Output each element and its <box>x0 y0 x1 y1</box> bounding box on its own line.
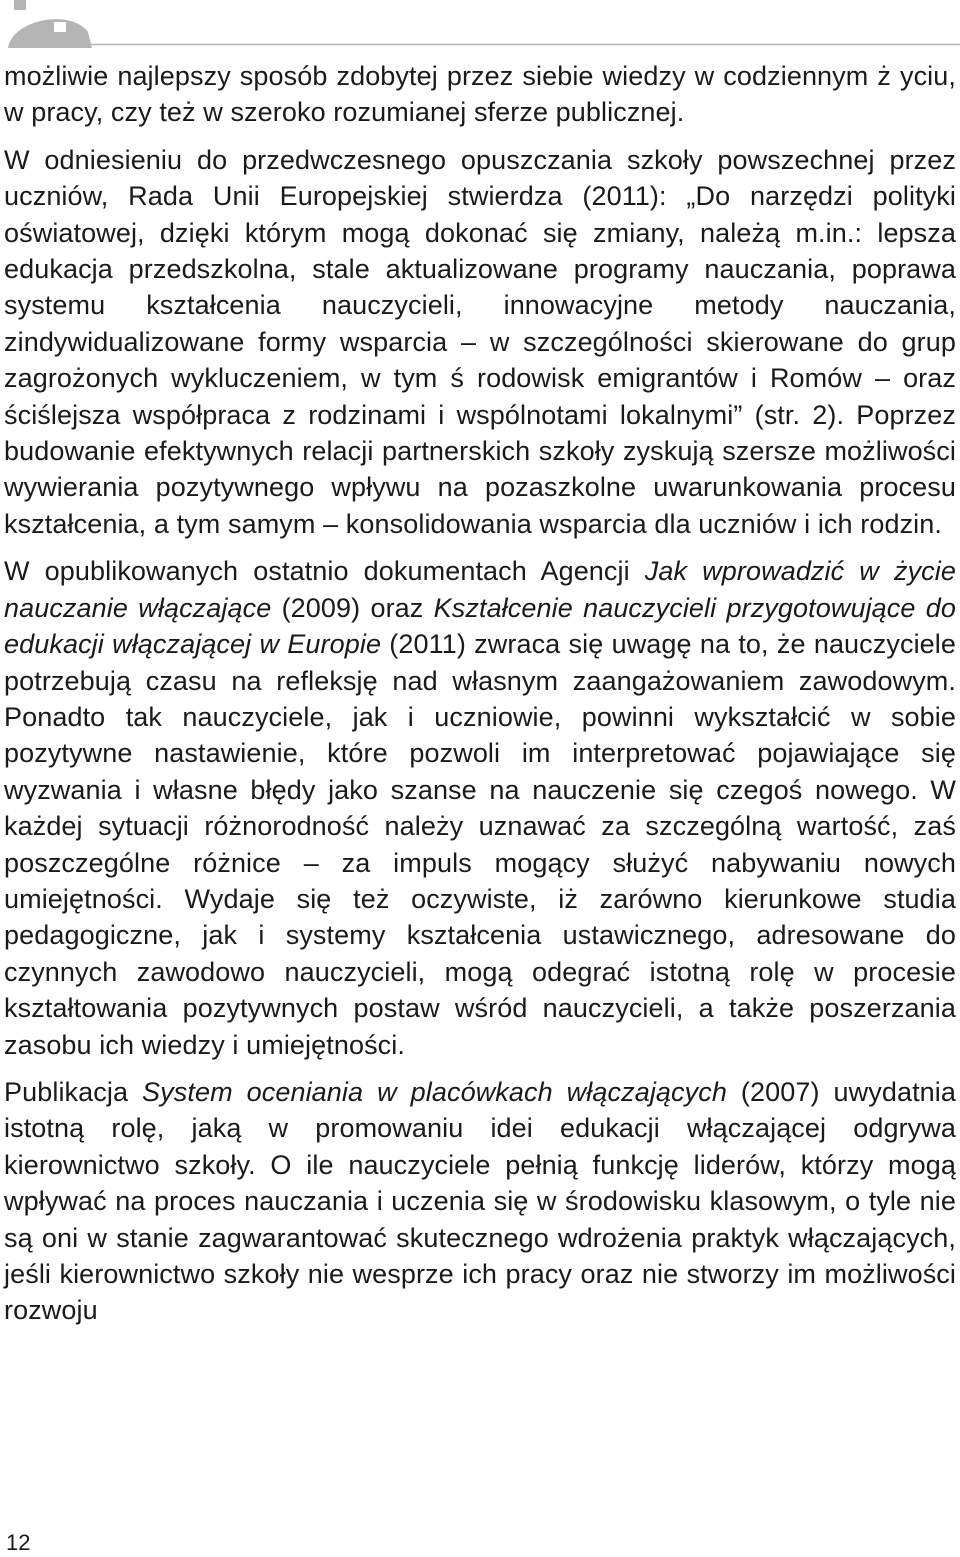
paragraph <box>4 1074 956 1329</box>
text-segment: (2007) uwydatnia istotną rolę, jaką w promowaniu idei edukacji włączającej odgrywa kierownictwo szkoły. O ile nauczyciele pełnią funkcję liderów, którzy mogą wpływać na proces nauczania i uczenia się w środowisku klasowym, o tyle nie są oni w stanie zagwarantować skutecznego wdrożenia praktyk włączających, jeśli kierownictwo szkoły nie wesprze ich pracy oraz nie stworzy im możliwości rozwoju <box>4 1076 957 1326</box>
text-segment: (2011) zwraca się uwagę na to, że nauczyciele potrzebują czasu na refleksję nad własnym zaangażowaniem zawodowym. Ponadto tak nauczyciele, jak i uczniowie, powinni wykształcić w sobie pozytywne nastawienie, które pozwoli im interpretować pojawiające się wyzwania i własne błędy jako szanse na nauczenie się czegoś nowego. W każdej sytuacji różnorodność należy uznawać za szczególną wartość, zaś poszczególne różnice – za impuls mogący służyć nabywaniu nowych umiejętności. Wydaje się też oczywiste, iż zarówno kierunkowe studia pedagogiczne, jak i systemy kształcenia ustawicznego, adresowane do czynnych zawodowo nauczycieli, mogą odegrać istotną rolę w procesie kształtowania pozytywnych postaw wśród nauczycieli, a także poszerzania zasobu ich wiedzy i umiejętności. <box>4 629 956 1060</box>
publication-title: Kształcenie nauczycieli przygotowujące do edukacji włączającej w Europie <box>4 592 956 660</box>
text-segment: W opublikowanych ostatnio dokumentach Agencji <box>4 556 645 587</box>
paragraph <box>4 553 956 1063</box>
paragraph <box>4 142 956 542</box>
page-number: 12 <box>6 1530 31 1555</box>
paragraph <box>4 58 956 131</box>
header-decoration <box>0 0 960 48</box>
text-segment: W odniesieniu do przedwczesnego opuszczania szkoły powszechnej przez uczniów, Rada Unii Europejskiej stwierdza (2011): „Do narzędzi polityki oświatowej, dzięki którym mogą dokonać się zmiany, należą m.in.: lepsza edukacja przedszkolna, stale aktualizowane programy nauczania, poprawa systemu kształcenia nauczycieli, innowacyjne metody nauczania, zindywidualizowane formy wsparcia – w szczególności skierowane do grup zagrożonych wykluczeniem, w tym ś rodowisk emigrantów i Romów – oraz ściślejsza współpraca z rodzinami i wspólnotami lokalnymi” (str. 2). Poprzez budowanie efektywnych relacji partnerskich szkoły zyskują szersze możliwości wywierania pozytywnego wpływu na pozaszkolne uwarunkowania procesu kształcenia, a tym samym – konsolidowania wsparcia dla uczniów i ich rodzin. <box>4 144 956 539</box>
text-segment: (2009) oraz <box>271 592 434 623</box>
text-segment: Publikacja <box>4 1076 143 1107</box>
text-segment: możliwie najlepszy sposób zdobytej przez siebie wiedzy w codziennym ż yciu, w pracy, czy też w szeroko rozumianej sferze publicznej. <box>4 61 956 128</box>
publication-title: System oceniania w placówkach włączających <box>142 1076 727 1107</box>
publication-title: Jak wprowadzić w życie nauczanie włączające <box>4 556 956 623</box>
document-body <box>4 58 956 1340</box>
